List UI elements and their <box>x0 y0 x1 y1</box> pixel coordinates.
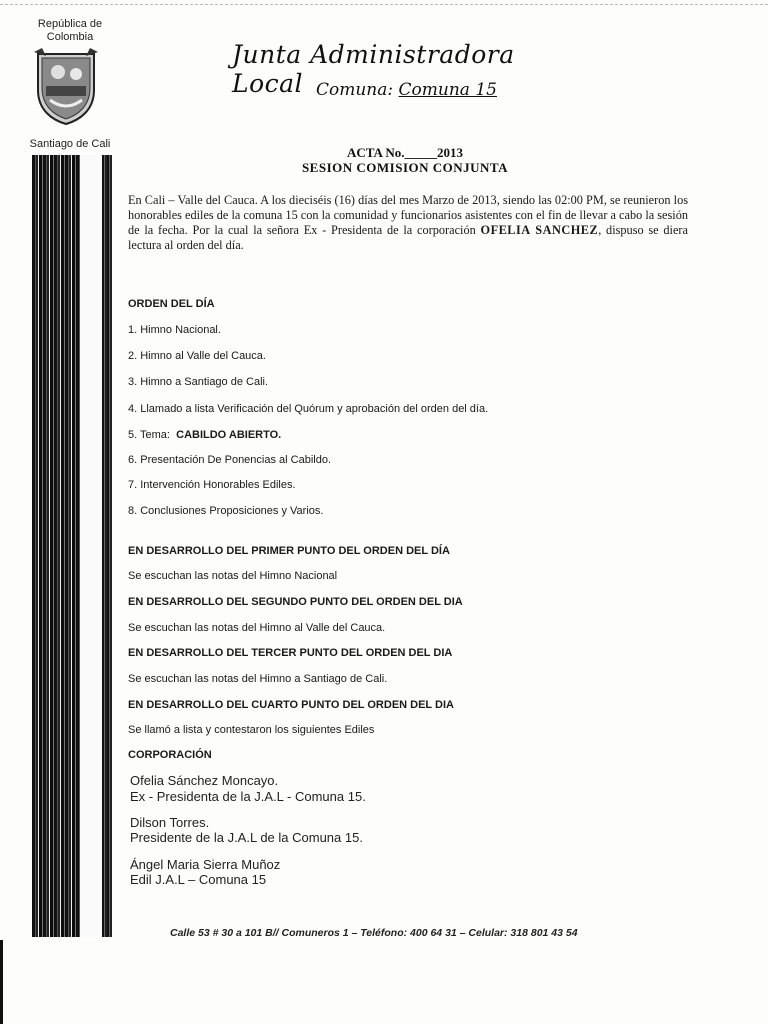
letterhead-country-line1: República de <box>37 18 103 30</box>
member-role: Presidente de la J.A.L de la Comuna 15. <box>130 830 363 845</box>
agenda-item-5-topic: CABILDO ABIERTO. <box>176 429 282 441</box>
section-text: Se escuchan las notas del Himno a Santiago de Cali. <box>128 673 388 685</box>
header-subtitle-value: Comuna 15 <box>398 80 497 100</box>
agenda-item: 2. Himno al Valle del Cauca. <box>128 350 266 362</box>
acta-number: ACTA No._____2013 <box>346 145 464 160</box>
section-heading: EN DESARROLLO DEL TERCER PUNTO DEL ORDEN DEL DIA <box>128 647 453 659</box>
header-subtitle <box>316 80 566 100</box>
agenda-heading: ORDEN DEL DÍA <box>128 298 215 310</box>
intro-paragraph <box>128 193 688 253</box>
agenda-item: 7. Intervención Honorables Ediles. <box>128 479 296 491</box>
decorative-stripe-band <box>32 155 112 937</box>
intro-text-after: , dispuso se diera lectura al orden del día. <box>128 223 688 252</box>
header-title: Junta Administradora Local <box>232 40 515 98</box>
section-heading: EN DESARROLLO DEL SEGUNDO PUNTO DEL ORDEN DEL DIA <box>128 596 463 608</box>
section-text: Se escuchan las notas del Himno al Valle del Cauca. <box>128 622 386 634</box>
letterhead-country-line2: Colombia <box>46 31 94 43</box>
corporation-heading: CORPORACIÓN <box>128 749 212 761</box>
agenda-item-5-label: 5. Tema: <box>128 429 170 441</box>
member-name: Ofelia Sánchez Moncayo. <box>130 773 279 788</box>
member-name: Dilson Torres. <box>130 815 210 830</box>
agenda-item: 8. Conclusiones Proposiciones y Varios. <box>128 505 324 517</box>
letterhead-city: Santiago de Cali <box>29 138 111 150</box>
session-title: SESION COMISION CONJUNTA <box>301 160 509 175</box>
stripe-band-right <box>102 155 112 937</box>
footer-address: Calle 53 # 30 a 101 B// Comuneros 1 – Teléfono: 400 64 31 – Celular: 318 801 43 54 <box>170 927 578 939</box>
agenda-item: 1. Himno Nacional. <box>128 324 221 336</box>
agenda-item: 6. Presentación De Ponencias al Cabildo. <box>128 454 332 466</box>
member-name: Ángel Maria Sierra Muñoz <box>130 857 281 872</box>
agenda-item: 4. Llamado a lista Verificación del Quórum y aprobación del orden del día. <box>128 403 489 415</box>
member-role: Edil J.A.L – Comuna 15 <box>130 872 267 887</box>
section-heading: EN DESARROLLO DEL PRIMER PUNTO DEL ORDEN DEL DÍA <box>128 545 450 557</box>
agenda-item-5 <box>128 429 708 441</box>
section-text: Se llamó a lista y contestaron los siguientes Ediles <box>128 724 375 736</box>
section-text: Se escuchan las notas del Himno Nacional <box>128 570 338 582</box>
header-subtitle-label: Comuna: <box>316 80 394 100</box>
agenda-item: 3. Himno a Santiago de Cali. <box>128 376 269 388</box>
intro-text-before: En Cali – Valle del Cauca. A los dieciséis (16) días del mes Marzo de 2013, siendo las 02:00 PM, se reunieron los honorables ediles de la comuna 15 con la comunidad y funcionarios asistentes con el fin de llevar a cabo la sesión de la fecha. Por la cual la señora Ex - Presidenta de la corporación <box>128 193 689 237</box>
scan-edge-mark <box>0 940 3 1024</box>
stripe-gap <box>80 155 102 937</box>
top-rule <box>0 4 768 5</box>
coat-of-arms-icon <box>32 48 100 126</box>
member-role: Ex - Presidenta de la J.A.L - Comuna 15. <box>130 789 366 804</box>
intro-name: OFELIA SANCHEZ <box>480 223 599 237</box>
section-heading: EN DESARROLLO DEL CUARTO PUNTO DEL ORDEN DEL DIA <box>128 699 454 711</box>
